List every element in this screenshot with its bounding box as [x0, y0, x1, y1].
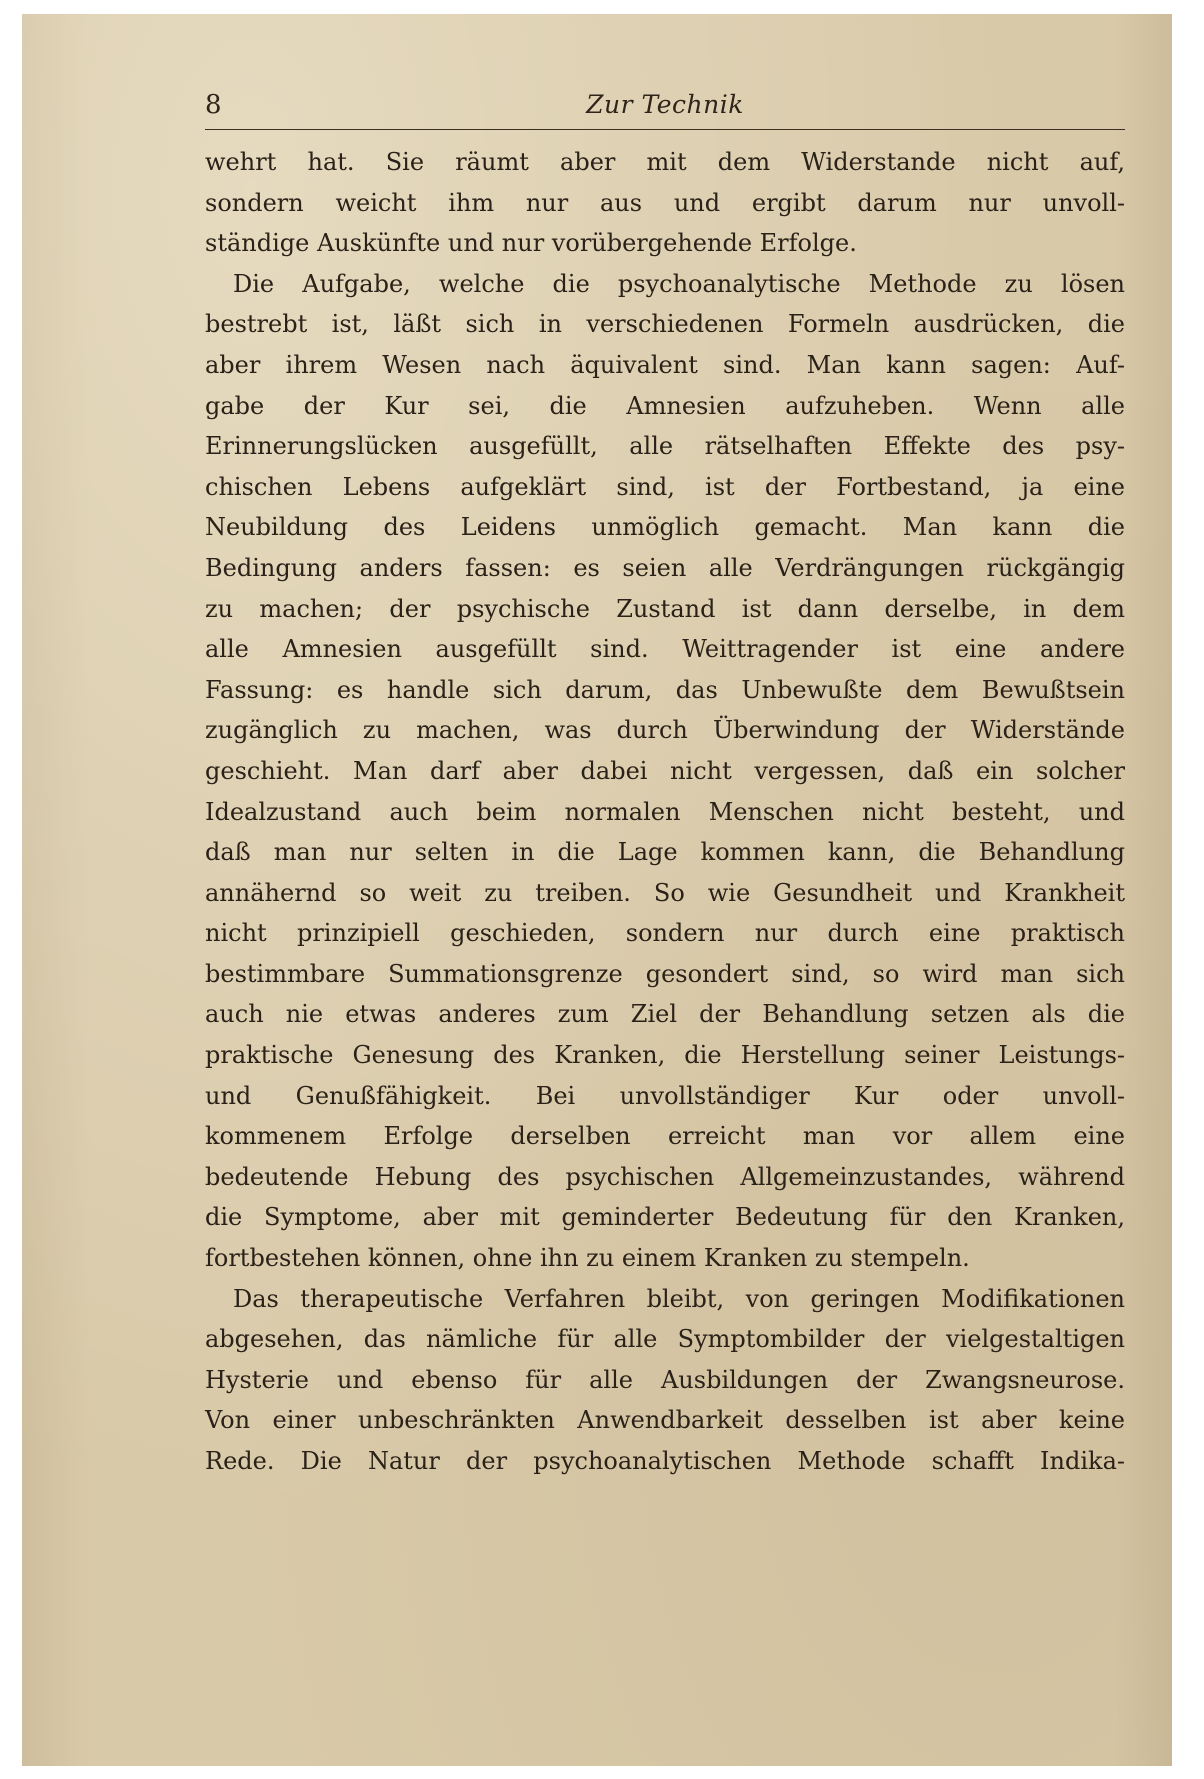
- text-line: und Genußfähigkeit. Bei unvollständiger Kur oder unvoll-: [205, 1081, 1125, 1110]
- text-line: bestimmbare Summationsgrenze gesondert sind, so wird man sich: [205, 959, 1125, 988]
- text-line: geschieht. Man darf aber dabei nicht vergessen, daß ein solcher: [205, 756, 1125, 785]
- text-line: Idealzustand auch beim normalen Menschen nicht besteht, und: [205, 797, 1125, 826]
- paragraph-start-line: Das therapeutische Verfahren bleibt, von geringen Modifikationen: [233, 1284, 1125, 1313]
- paragraph-start-line: Die Aufgabe, welche die psychoanalytische Methode zu lösen: [233, 269, 1125, 298]
- text-line: bestrebt ist, läßt sich in verschiedenen Formeln ausdrücken, die: [205, 310, 1125, 339]
- text-line: praktische Genesung des Kranken, die Herstellung seiner Leistungs-: [205, 1041, 1125, 1070]
- text-line: wehrt hat. Sie räumt aber mit dem Widerstande nicht auf,: [205, 148, 1125, 176]
- text-line: aber ihrem Wesen nach äquivalent sind. Man kann sagen: Auf-: [205, 350, 1125, 379]
- text-line: chischen Lebens aufgeklärt sind, ist der Fortbestand, ja eine: [205, 472, 1125, 501]
- body-text: [205, 142, 1125, 1482]
- text-line: annähernd so weit zu treiben. So wie Gesundheit und Krankheit: [205, 878, 1125, 907]
- text-line: kommenem Erfolge derselben erreicht man vor allem eine: [205, 1122, 1125, 1151]
- text-line: Fassung: es handle sich darum, das Unbewußte dem Bewußtsein: [205, 675, 1125, 704]
- page-header: [205, 84, 1125, 124]
- text-line: Bedingung anders fassen: es seien alle Verdrängungen rückgängig: [205, 553, 1125, 582]
- text-line: Erinnerungslücken ausgefüllt, alle rätselhaften Effekte des psy-: [205, 432, 1125, 461]
- text-line: zugänglich zu machen, was durch Überwindung der Widerstände: [205, 716, 1125, 745]
- text-line: daß man nur selten in die Lage kommen kann, die Behandlung: [205, 838, 1125, 867]
- text-line: Neubildung des Leidens unmöglich gemacht. Man kann die: [205, 513, 1125, 542]
- text-line: nicht prinzipiell geschieden, sondern nur durch eine praktisch: [205, 919, 1125, 948]
- paragraph-end-line: ständige Auskünfte und nur vorübergehende Erfolge.: [205, 229, 857, 258]
- text-line: Rede. Die Natur der psychoanalytischen Methode schafft Indika-: [205, 1447, 1125, 1475]
- text-line: abgesehen, das nämliche für alle Symptombilder der vielgestaltigen: [205, 1325, 1125, 1354]
- text-line: Hysterie und ebenso für alle Ausbildungen der Zwangsneurose.: [205, 1365, 1125, 1394]
- paragraph-end-line: fortbestehen können, ohne ihn zu einem Kranken zu stempeln.: [205, 1244, 970, 1273]
- header-rule: [205, 129, 1125, 130]
- text-line: sondern weicht ihm nur aus und ergibt darum nur unvoll-: [205, 188, 1125, 217]
- text-line: auch nie etwas anderes zum Ziel der Behandlung setzen als die: [205, 1000, 1125, 1029]
- running-head: Zur Technik: [586, 90, 744, 119]
- text-line: zu machen; der psychische Zustand ist dann derselbe, in dem: [205, 594, 1125, 623]
- text-line: bedeutende Hebung des psychischen Allgemeinzustandes, während: [205, 1162, 1125, 1191]
- text-line: die Symptome, aber mit geminderter Bedeutung für den Kranken,: [205, 1203, 1125, 1232]
- page-number: 8: [205, 90, 222, 120]
- text-line: gabe der Kur sei, die Amnesien aufzuheben. Wenn alle: [205, 391, 1125, 420]
- text-line: Von einer unbeschränkten Anwendbarkeit desselben ist aber keine: [205, 1406, 1125, 1435]
- text-line: alle Amnesien ausgefüllt sind. Weittragender ist eine andere: [205, 635, 1125, 664]
- scanned-page: [22, 14, 1172, 1766]
